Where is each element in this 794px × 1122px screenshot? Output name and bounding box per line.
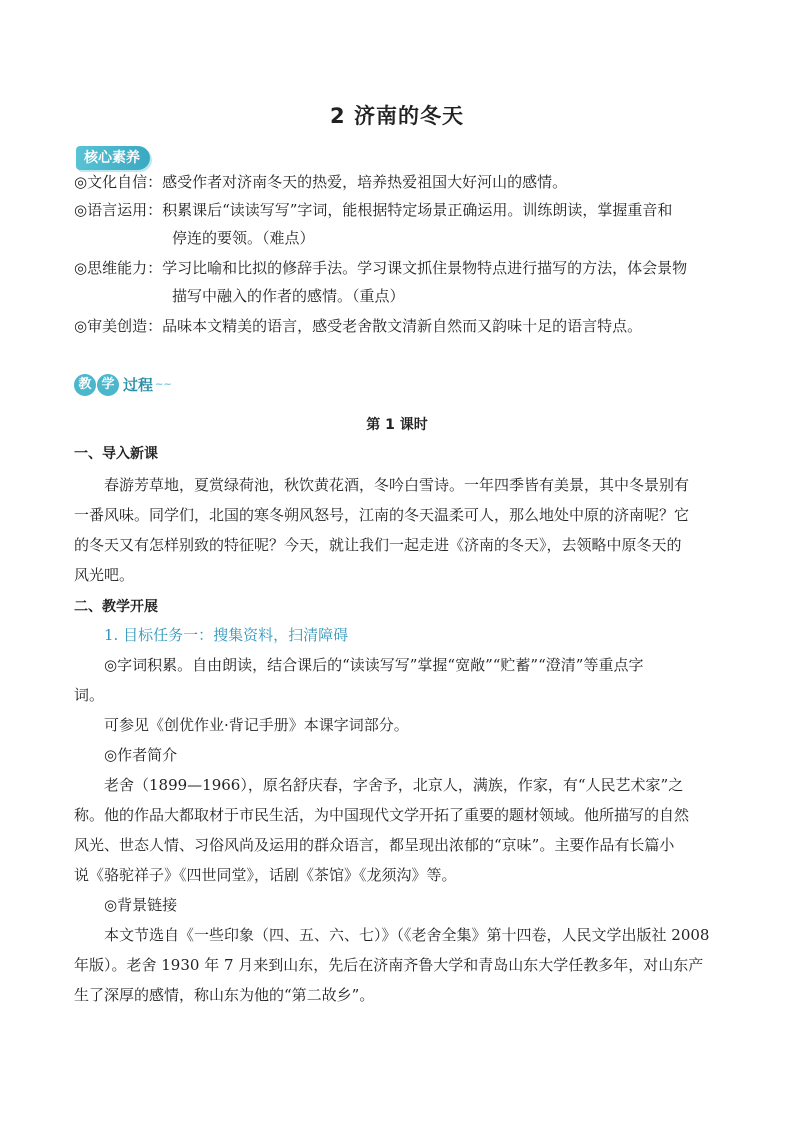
- author-line: 风光、世态人情、习俗风尚及运用的群众语言，都呈现出浓郁的“京味”。主要作品有长篇小: [74, 836, 675, 854]
- teaching-process-badge: [74, 372, 172, 398]
- badge-rest: 过程: [123, 376, 154, 394]
- section-teaching-heading: 二、教学开展: [74, 599, 158, 615]
- intro-line: 春游芳草地，夏赏绿荷池，秋饮黄花酒，冬吟白雪诗。一年四季皆有美景，其中冬景别有: [104, 476, 690, 494]
- background-line: 生了深厚的感情，称山东为他的“第二故乡”。: [74, 986, 375, 1004]
- badge-swirl-icon: ~~: [155, 379, 172, 390]
- intro-line: 的冬天又有怎样别致的特征呢？今天，就让我们一起走进《济南的冬天》，去领略中原冬天的: [74, 536, 682, 554]
- background-heading: ◎背景链接: [104, 896, 178, 914]
- badge-char-1: 教: [74, 374, 96, 396]
- author-heading: ◎作者简介: [104, 746, 178, 764]
- background-line: 年版）。老舍 1930 年 7 月来到山东，先后在济南齐鲁大学和青岛山东大学任教多年，对山东产: [74, 956, 704, 974]
- author-line: 老舍（1899—1966），原名舒庆春，字舍予，北京人，满族，作家，有“人民艺术家”之: [104, 776, 684, 794]
- background-line: 本文节选自《一些印象（四、五、六、七）》（《老舍全集》第十四卷，人民文学出版社 2008: [104, 926, 710, 944]
- badge-char-2: 学: [97, 374, 119, 396]
- section-intro-heading: 一、导入新课: [74, 446, 158, 462]
- core-literacy-badge: 核心素养: [76, 146, 150, 170]
- core-item-language-cont: 停连的要领。（难点）: [172, 229, 315, 247]
- reference-line: 可参见《创优作业·背记手册》本课字词部分。: [104, 716, 409, 734]
- core-item-thinking-cont: 描写中融入的作者的感情。（重点）: [172, 287, 405, 305]
- core-item-aesthetic: ◎审美创造：品味本文精美的语言，感受老舍散文清新自然而又韵味十足的语言特点。: [74, 317, 643, 335]
- author-line: 称。他的作品大都取材于市民生活，为中国现代文学开拓了重要的题材领域。他所描写的自然: [74, 806, 690, 824]
- vocab-line: 词。: [74, 686, 105, 704]
- page-title: 2 济南的冬天: [330, 104, 464, 128]
- core-item-culture: ◎文化自信：感受作者对济南冬天的热爱，培养热爱祖国大好河山的感情。: [74, 173, 568, 191]
- vocab-line: ◎字词积累。自由朗读，结合课后的“读读写写”掌握“宽敞”“贮蓄”“澄清”等重点字: [104, 656, 644, 674]
- author-line: 说《骆驼祥子》《四世同堂》，话剧《茶馆》《龙须沟》等。: [74, 866, 457, 884]
- intro-line: 一番风味。同学们，北国的寒冬朔风怒号，江南的冬天温柔可人，那么地处中原的济南呢？它: [74, 506, 690, 524]
- lesson-heading: 第 1 课时: [366, 417, 428, 433]
- task-one-heading: 1. 目标任务一：搜集资料，扫清障碍: [104, 626, 349, 644]
- core-item-thinking: ◎思维能力：学习比喻和比拟的修辞手法。学习课文抓住景物特点进行描写的方法，体会景物: [74, 259, 688, 277]
- core-item-language: ◎语言运用：积累课后“读读写写”字词，能根据特定场景正确运用。训练朗读，掌握重音和: [74, 201, 673, 219]
- intro-line: 风光吧。: [74, 566, 135, 584]
